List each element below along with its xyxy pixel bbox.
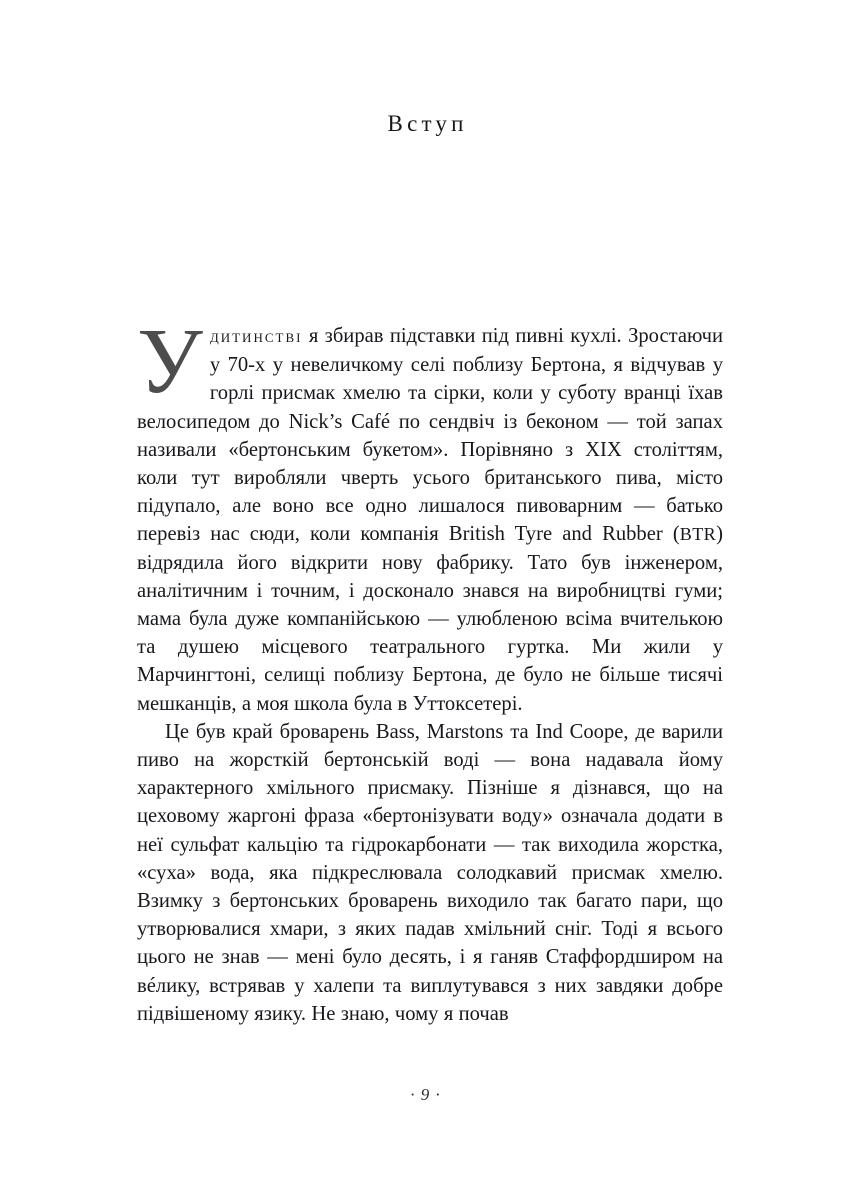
paragraph-first-tail: ) відрядила його відкрити нову фабрику. Тато був інженером, аналітичним і точним, і досконало знався на виробництві гуми; мама була дуже компанійською — улюбленою всіма вчителькою та душею місцевого театрального гуртка. Ми жили у Марчингтоні, селищі поблизу Бертона, де було не більше тисячі мешканців, а моя школа була в Уттоксетері. <box>137 523 723 715</box>
opening-small-caps: дитинстві <box>209 326 303 347</box>
body-text-block <box>137 310 723 1028</box>
paragraph-first <box>137 310 723 718</box>
paragraph-first-text: я збирав підставки під пивні кухлі. Зростаючи у 70-х у невеличкому селі поблизу Бертона, я відчував у горлі присмак хмелю та сірки, коли у суботу вранці їхав велосипедом до Nick’s Café по сендвіч із беконом — той запах називали «бертонським букетом». Порівняно з XIX століттям, коли тут виробляли чверть усього британського пива, місто підупало, але воно все одно лишалося пивоварним — батько перевіз нас сюди, коли компанія British Tyre and Rubber ( <box>137 325 723 546</box>
chapter-title: Вступ <box>387 111 468 137</box>
drop-cap-letter: У <box>137 310 203 413</box>
page-number: · 9 · <box>410 1085 441 1104</box>
paragraph-second: Це був край броварень Bass, Marstons та Ind Coope, де варили пиво на жорсткій бертонській воді — вона надавала йому характерного хмільного присмаку. Пізніше я дізнався, що на цеховому жаргоні фраза «бертонізувати воду» означала додати в неї сульфат кальцію та гідрокарбонати — так виходила жорстка, «суха» вода, яка підкреслювала солодкавий присмак хмелю. Взимку з бертонських броварень виходило так багато пари, що утворювалися хмари, з яких падав хмільний сніг. Тоді я всього цього не знав — мені було десять, і я ганяв Стаффордширом на вéлику, встрявав у халепи та виплутувався з них завдяки добре підвішеному язику. Не знаю, чому я почав <box>137 720 723 1025</box>
acronym-btr: BTR <box>679 524 717 545</box>
